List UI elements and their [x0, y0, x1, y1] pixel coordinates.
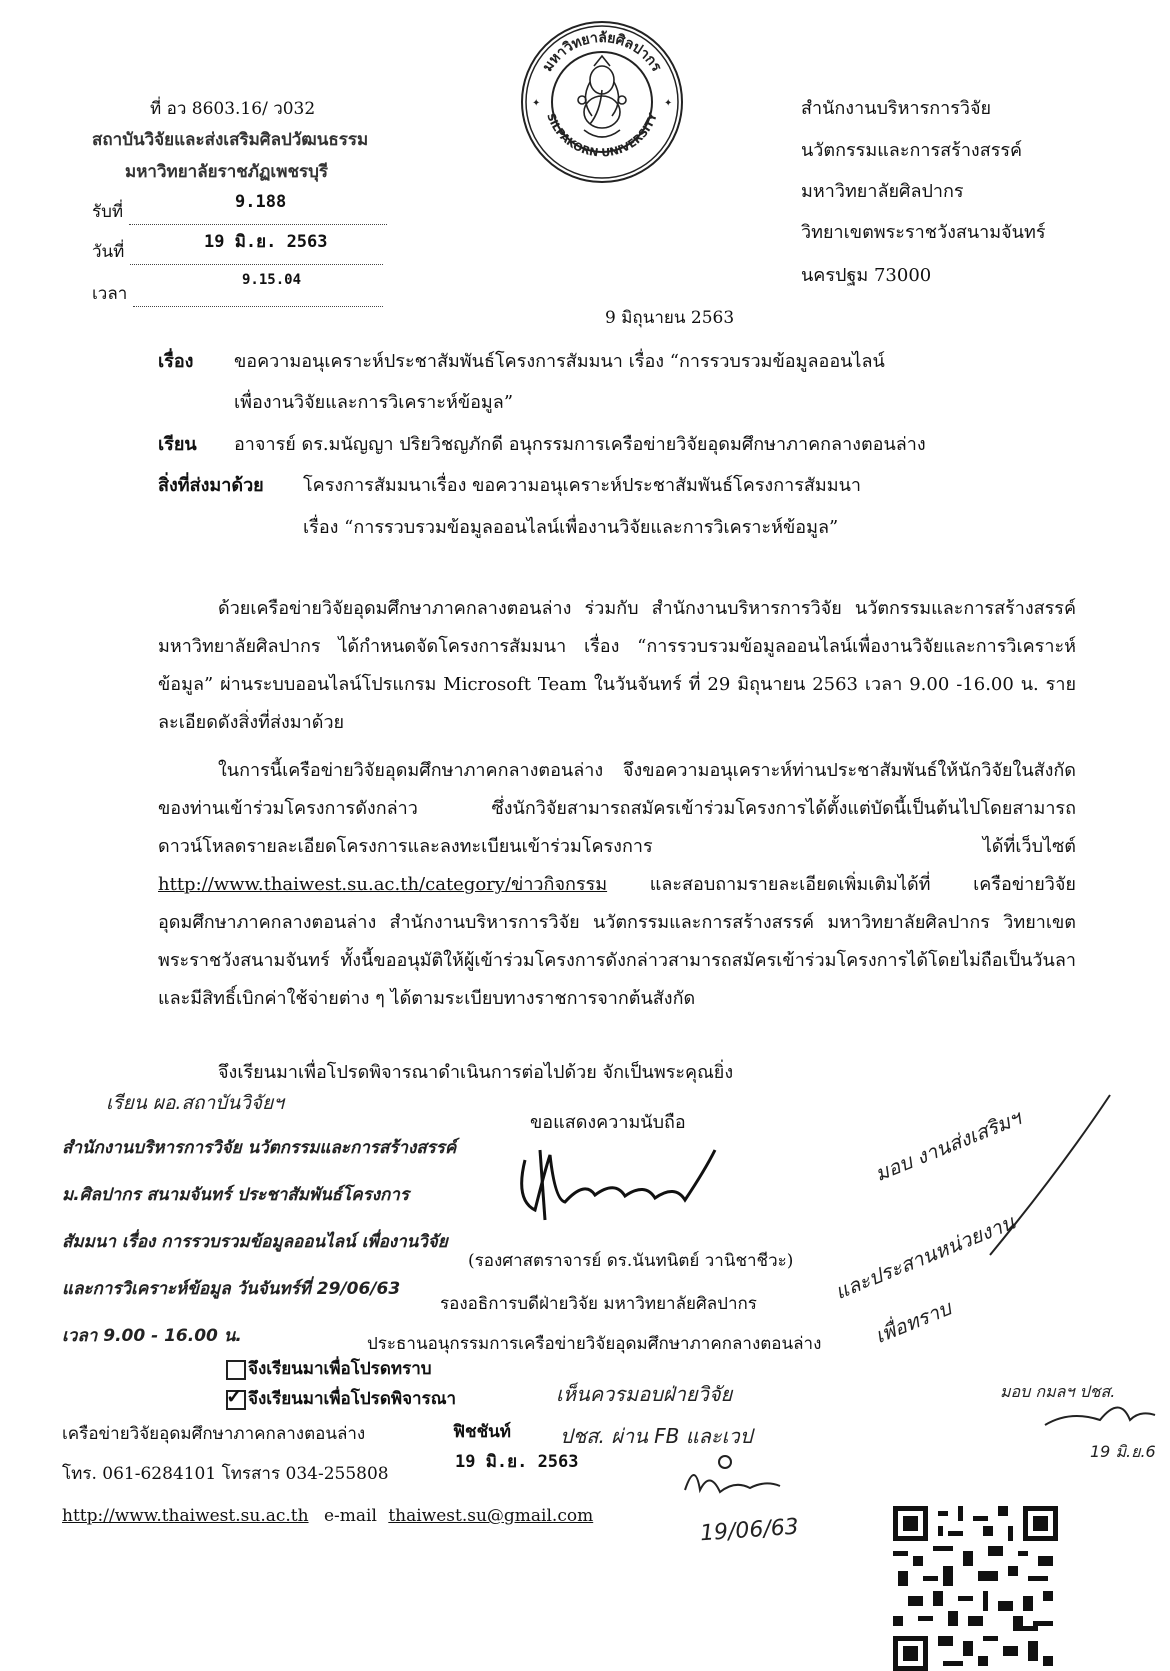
signature-image: [505, 1140, 725, 1240]
handwritten-initials-image: [680, 1450, 790, 1510]
enclosure-line-1: โครงการสัมมนาเรื่อง ขอความอนุเคราะห์ประชาสัมพันธ์โครงการสัมมนา: [303, 475, 862, 496]
seal-top-text: มหาวิทยาลัยศิลปากร: [539, 29, 665, 75]
signer-name: (รองศาสตราจารย์ ดร.นันทนิตย์ วานิชาชีวะ): [468, 1251, 794, 1271]
handwritten-right-signature-image: [1040, 1390, 1160, 1440]
receive-number-label: รับที่: [92, 202, 124, 222]
university-seal: [520, 20, 685, 185]
qr-code-image[interactable]: [893, 1506, 1058, 1671]
footer-organization: เครือข่ายวิจัยอุดมศึกษาภาคกลางตอนล่าง: [62, 1424, 366, 1444]
body-paragraph-2-intro: ในการนี้เครือข่ายวิจัยอุดมศึกษาภาคกลางตอนล่าง จึงขอความอนุเคราะห์ท่านประชาสัมพันธ์ให้นักวิจัยในสังกัดของท่านเข้าร่วมโครงการดังกล่าว ซึ่งนักวิจัยสามารถสมัครเข้าร่วมโครงการได้ตั้งแต่บัดนี้เป็นต้นไปโดยสามารถดาวน์โหลดรายละเอียดโครงการและลงทะเบียนเข้าร่วมโครงการ ได้ที่เว็บไซต์: [158, 760, 1076, 857]
recipient-label: เรียน: [158, 434, 197, 455]
body-paragraph-3: จึงเรียนมาเพื่อโปรดพิจารณาดำเนินการต่อไปด้วย จักเป็นพระคุณยิ่ง: [218, 1062, 734, 1083]
closing-salutation: ขอแสดงความนับถือ: [530, 1112, 686, 1133]
acknowledge-checkbox[interactable]: [226, 1360, 246, 1380]
handwritten-date-note: 19/06/63: [699, 1514, 800, 1547]
body-paragraph-1: ด้วยเครือข่ายวิจัยอุดมศึกษาภาคกลางตอนล่าง ร่วมกับ สำนักงานบริหารการวิจัย นวัตกรรมและการสร้างสรรค์ มหาวิทยาลัยศิลปากร ได้กำหนดจัดโครงการสัมมนา เรื่อง “การรวบรวมข้อมูลออนไลน์เพื่องานวิจัยและการวิเคราะห์ข้อมูล” ผ่านระบบออนไลน์โปรแกรม Microsoft Team ในวันจันทร์ ที่ 29 มิถุนายน 2563 เวลา 9.00 -16.00 น. รายละเอียดดังสิ่งที่ส่งมาด้วย: [158, 598, 1076, 733]
subject-label: เรื่อง: [158, 351, 194, 372]
ganesha-emblem-icon: [578, 56, 626, 137]
body-paragraph-2: [158, 752, 1076, 1018]
footer-email-label: e-mail: [323, 1506, 377, 1526]
footer-email-link[interactable]: thaiwest.su@gmail.com: [388, 1506, 594, 1526]
handwritten-note-line-5: และการวิเคราะห์ข้อมูล วันจันทร์ที่ 29/06/63: [62, 1279, 401, 1299]
seal-bottom-text: SILPAKORN UNIVERSITY: [544, 111, 660, 160]
handwritten-middle-note-line-1: เห็นควรมอบฝ่ายวิจัย: [556, 1382, 733, 1406]
sender-address-line-2: นวัตกรรมและการสร้างสรรค์: [801, 140, 1023, 161]
project-website-link[interactable]: http://www.thaiwest.su.ac.th/category/ข่าวกิจกรรม: [158, 874, 608, 895]
handwritten-right-note-line-3: เพื่อทราบ: [871, 1295, 955, 1348]
checkbox-row-acknowledge: [226, 1355, 432, 1382]
consider-label: จึงเรียนมาเพื่อโปรดพิจารณา: [248, 1389, 457, 1409]
sender-address-line-5: นครปฐม 73000: [801, 265, 932, 286]
body-paragraph-2-rest: และสอบถามรายละเอียดเพิ่มเติมได้ที่ เครือข่ายวิจัยอุดมศึกษาภาคกลางตอนล่าง สำนักงานบริหารการวิจัย นวัตกรรมและการสร้างสรรค์ มหาวิทยาลัยศิลปากร วิทยาเขตพระราชวังสนามจันทร์ ทั้งนี้ขออนุมัติให้ผู้เข้าร่วมโครงการดังกล่าวสามารถสมัครเข้าร่วมโครงการได้โดยไม่ถือเป็นวันลาและมีสิทธิ์เบิกค่าใช้จ่ายต่าง ๆ ได้ตามระเบียบทางราชการจากต้นสังกัด: [158, 874, 1076, 1009]
receiving-stamp-line-2: มหาวิทยาลัยราชภัฏเพชรบุรี: [125, 162, 329, 182]
handwritten-middle-note-line-2: ปชส. ผ่าน FB และเวป: [560, 1424, 753, 1448]
subject-line-2: เพื่องานวิจัยและการวิเคราะห์ข้อมูล”: [234, 392, 514, 413]
subject-line-1: ขอความอนุเคราะห์ประชาสัมพันธ์โครงการสัมมนา เรื่อง “การรวบรวมข้อมูลออนไลน์: [234, 351, 885, 372]
handwritten-right-date: 19 มิ.ย.6: [1090, 1442, 1156, 1461]
receive-time-row: [92, 280, 383, 307]
footer-phone: โทร. 061-6284101 โทรสาร 034-255808: [62, 1464, 389, 1484]
svg-text:SILPAKORN UNIVERSITY: [544, 110, 660, 159]
handwritten-signoff-name: ฟิชชันท์: [453, 1422, 511, 1442]
handwritten-note-line-3: ม.ศิลปากร สนามจันทร์ ประชาสัมพันธ์โครงการ: [62, 1185, 409, 1205]
enclosure-line-2: เรื่อง “การรวบรวมข้อมูลออนไลน์เพื่องานวิจัยและการวิเคราะห์ข้อมูล”: [303, 517, 839, 538]
letter-date: 9 มิถุนายน 2563: [605, 308, 735, 328]
receive-number-value: 9.188: [235, 192, 287, 212]
handwritten-signoff-date: 19 มิ.ย. 2563: [455, 1452, 579, 1472]
sender-address-line-3: มหาวิทยาลัยศิลปากร: [801, 181, 964, 202]
svg-text:✦: ✦: [532, 98, 541, 109]
receive-date-value: 19 มิ.ย. 2563: [204, 232, 328, 252]
checkbox-row-consider: [226, 1385, 456, 1412]
svg-text:✦: ✦: [664, 98, 673, 109]
handwritten-right-note-2: มอบ กมลฯ ปชส.: [1000, 1382, 1116, 1401]
receive-time-value: 9.15.04: [242, 272, 302, 288]
footer-website-link[interactable]: http://www.thaiwest.su.ac.th: [62, 1506, 309, 1526]
sender-address-line-4: วิทยาเขตพระราชวังสนามจันทร์: [801, 222, 1046, 243]
acknowledge-label: จึงเรียนมาเพื่อโปรดทราบ: [248, 1359, 432, 1379]
handwritten-note-line-4: สัมมนา เรื่อง การรวบรวมข้อมูลออนไลน์ เพื่องานวิจัย: [62, 1232, 448, 1252]
receive-time-dots: [133, 288, 383, 307]
consider-checkbox[interactable]: ✓: [226, 1390, 246, 1410]
signer-position: รองอธิการบดีฝ่ายวิจัย มหาวิทยาลัยศิลปากร: [440, 1294, 757, 1314]
handwritten-note-line-2: สำนักงานบริหารการวิจัย นวัตกรรมและการสร้างสรรค์: [62, 1138, 457, 1158]
recipient-text: อาจารย์ ดร.มนัญญา ปริยวิชญภักดี อนุกรรมการเครือข่ายวิจัยอุดมศึกษาภาคกลางตอนล่าง: [234, 434, 926, 455]
sender-address-line-1: สำนักงานบริหารการวิจัย: [801, 98, 992, 119]
reference-number: ที่ อว 8603.16/ ว032: [150, 99, 316, 119]
enclosure-label: สิ่งที่ส่งมาด้วย: [158, 475, 264, 496]
handwritten-stroke-image: [980, 1090, 1120, 1260]
receive-date-label: วันที่: [92, 242, 125, 262]
receive-time-label: เวลา: [92, 284, 128, 304]
handwritten-note-line-6: เวลา 9.00 - 16.00 น.: [62, 1326, 242, 1346]
signer-role: ประธานอนุกรรมการเครือข่ายวิจัยอุดมศึกษาภาคกลางตอนล่าง: [367, 1334, 822, 1354]
handwritten-right-note-line-1: มอบ งานส่งเสริมฯ: [871, 1105, 1025, 1186]
handwritten-note-line-1: เรียน ผอ.สถาบันวิจัยฯ: [106, 1092, 284, 1114]
handwritten-right-note-line-2: และประสานหน่วยงาน: [831, 1209, 1019, 1304]
receiving-stamp-line-1: สถาบันวิจัยและส่งเสริมศิลปวัฒนธรรม: [92, 130, 369, 150]
footer-contact-row: [62, 1506, 593, 1526]
